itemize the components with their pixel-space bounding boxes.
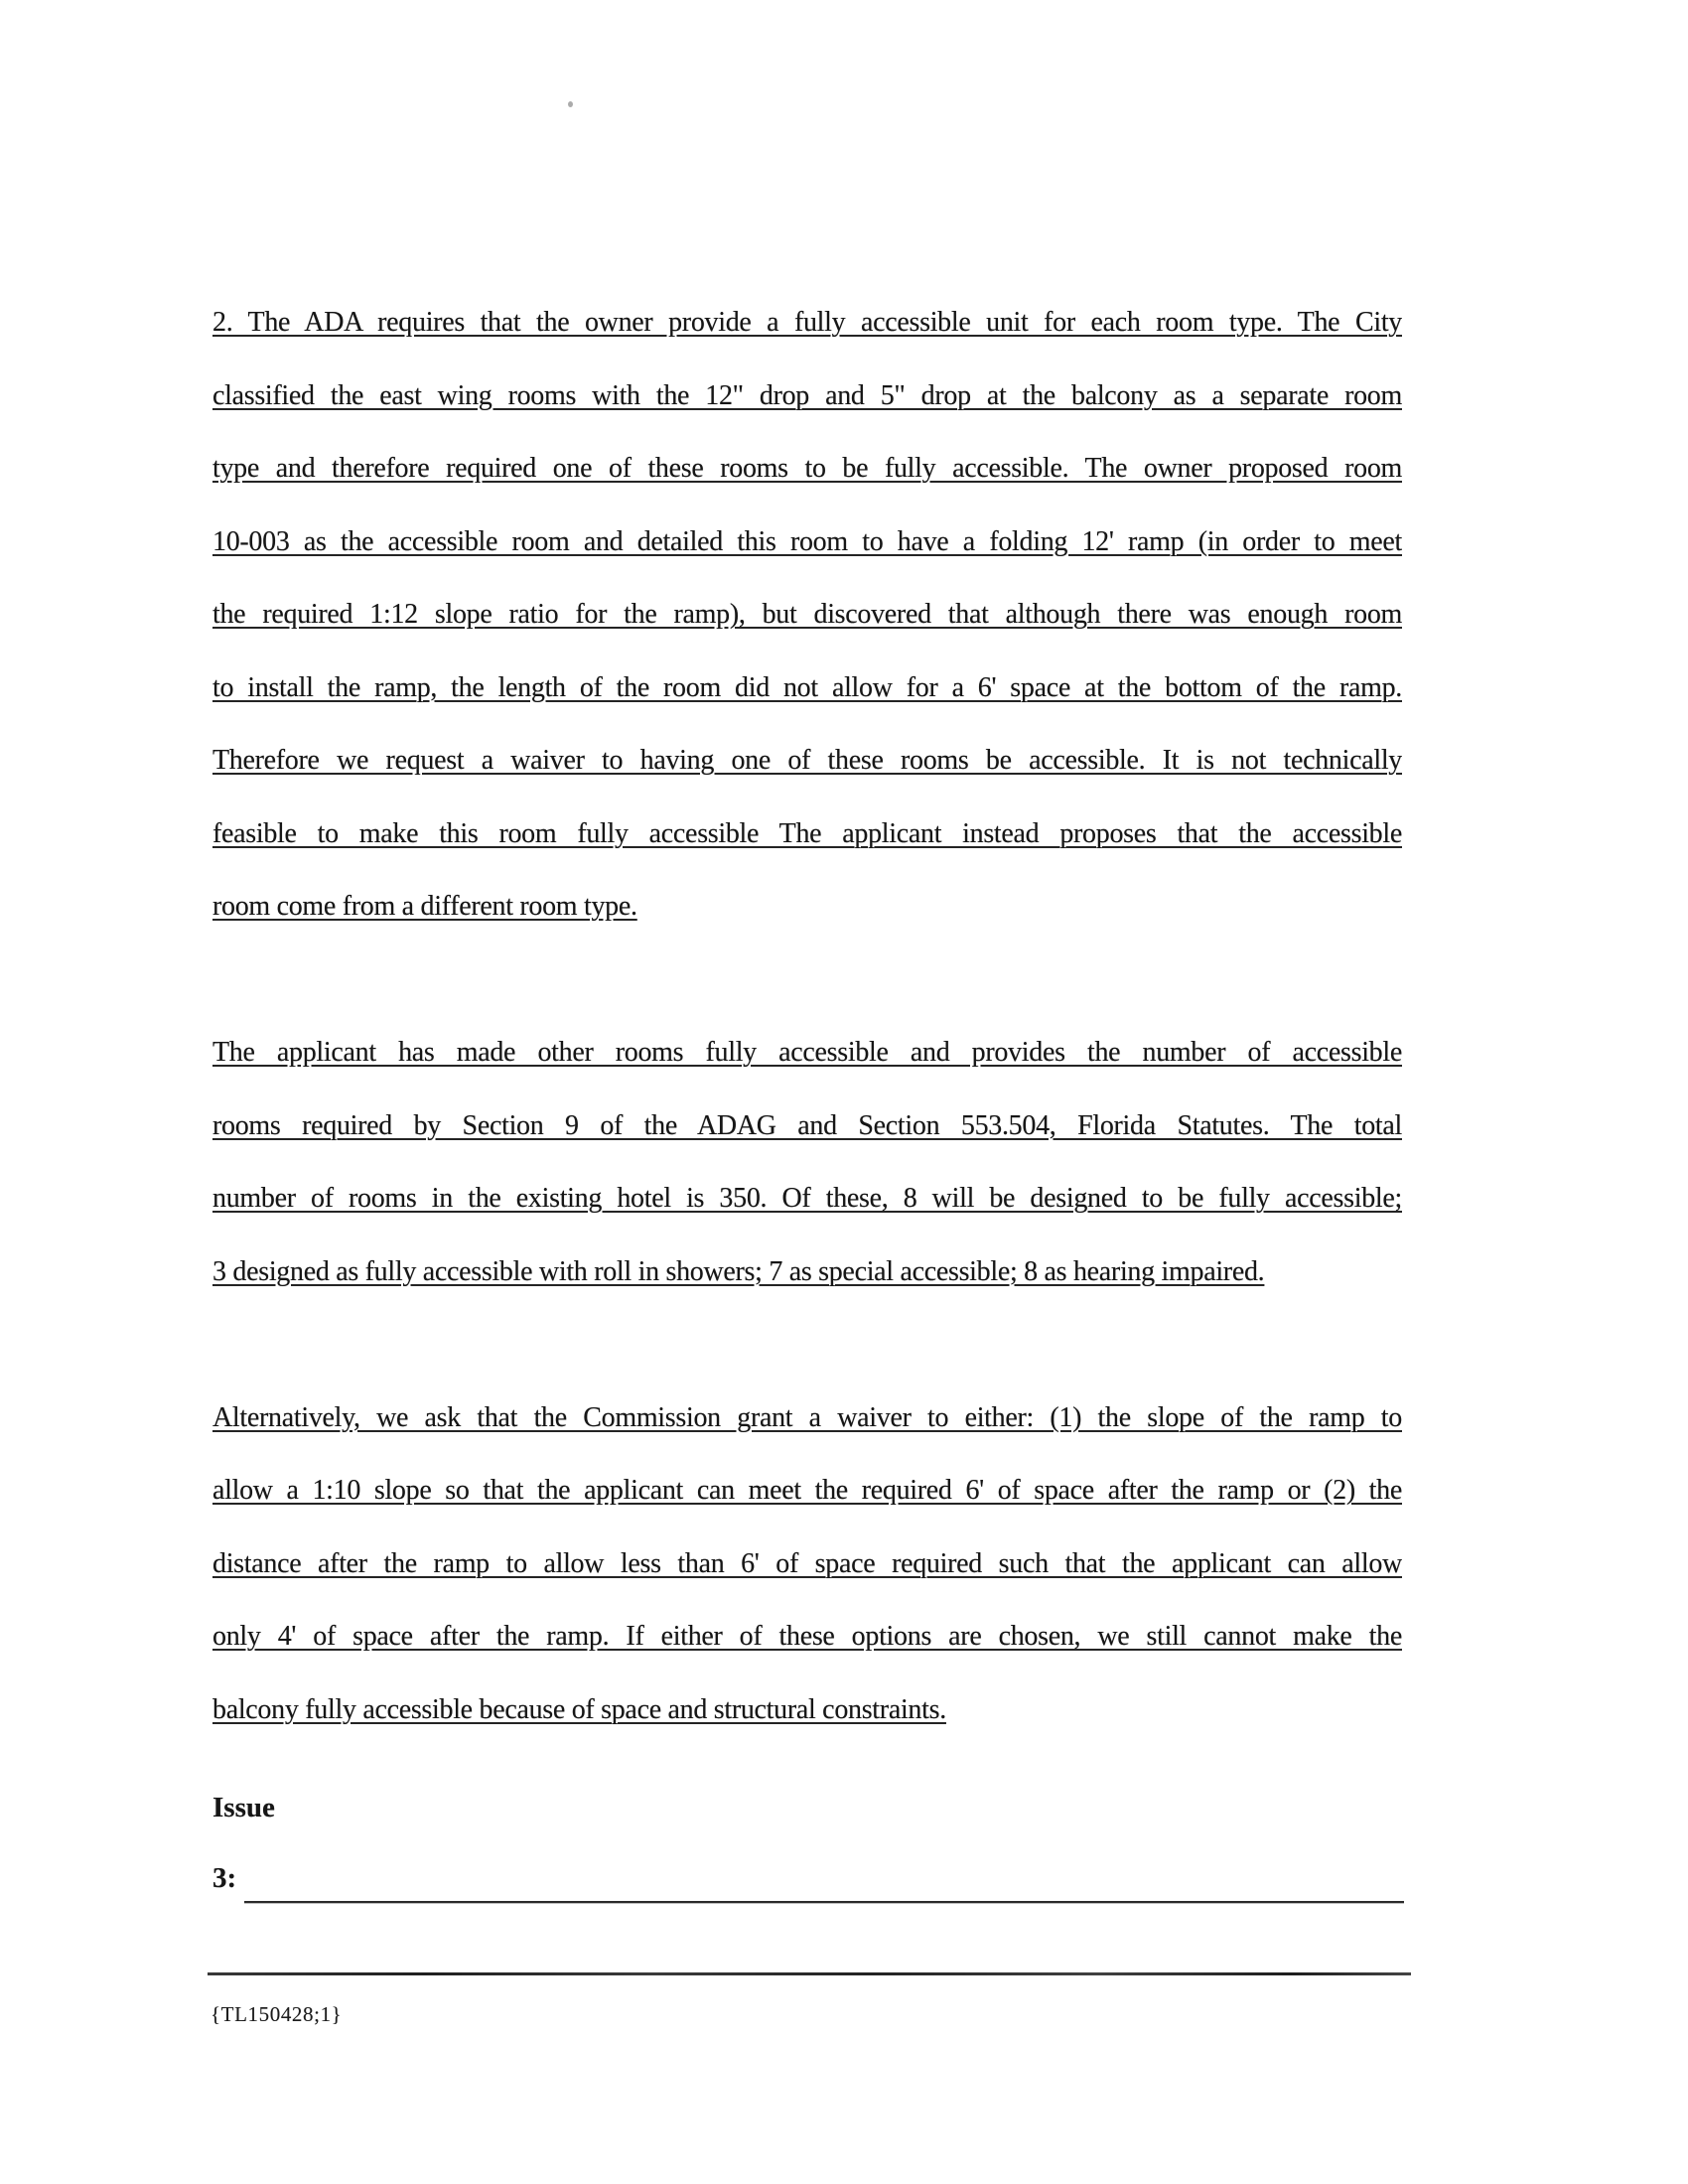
text-line: room come from a different room type. [212, 891, 637, 922]
issue-blank-underline [244, 1859, 1404, 1903]
text-line: 2. The ADA requires that the owner provide a fully accessible unit for each room type. The City [212, 307, 1402, 338]
text-line: rooms required by Section 9 of the ADAG and Section 553.504, Florida Statutes. The total [212, 1109, 1402, 1141]
issue-3-row [212, 1859, 1404, 1903]
text-line: Alternatively, we ask that the Commission grant a waiver to either: (1) the slope of the ramp to [212, 1401, 1402, 1433]
paragraph-ada-requirement [212, 286, 1402, 944]
text-line: 10-003 as the accessible room and detailed this room to have a folding 12' ramp (in order to meet [212, 525, 1402, 557]
paragraph-accessible-rooms-count [212, 1016, 1402, 1308]
text-line: Therefore we request a waiver to having one of these rooms be accessible. It is not technically [212, 745, 1402, 776]
footer-horizontal-rule [208, 1972, 1411, 1975]
scan-artifact-dot [568, 101, 573, 107]
text-line: to install the ramp, the length of the room did not allow for a 6' space at the bottom of the ramp. [212, 671, 1402, 703]
text-line: only 4' of space after the ramp. If either of these options are chosen, we still cannot make the [212, 1621, 1402, 1652]
text-line: classified the east wing rooms with the 12" drop and 5" drop at the balcony as a separate room [212, 379, 1402, 411]
text-line: The applicant has made other rooms fully accessible and provides the number of accessible [212, 1037, 1402, 1068]
document-control-code: {TL150428;1} [211, 2002, 343, 2026]
text-line: the required 1:12 slope ratio for the ramp), but discovered that although there was enough room [212, 599, 1402, 630]
text-line: balcony fully accessible because of space and structural constraints. [212, 1693, 946, 1725]
text-line: 3 designed as fully accessible with roll in showers; 7 as special accessible; 8 as hearing impaired. [212, 1255, 1265, 1287]
paragraph-alternative-waiver [212, 1382, 1402, 1747]
text-line: distance after the ramp to allow less than 6' of space required such that the applicant can allow [212, 1547, 1402, 1579]
text-line: allow a 1:10 slope so that the applicant can meet the required 6' of space after the ramp or (2) the [212, 1475, 1402, 1506]
document-body [212, 286, 1402, 1820]
text-line: type and therefore required one of these rooms to be fully accessible. The owner proposed room [212, 453, 1402, 484]
text-line: feasible to make this room fully accessible The applicant instead proposes that the accessible [212, 817, 1402, 849]
issue-number-label: 3: [212, 1862, 237, 1895]
text-line: number of rooms in the existing hotel is 350. Of these, 8 will be designed to be fully accessible; [212, 1183, 1402, 1214]
issue-heading: Issue [212, 1792, 275, 1823]
